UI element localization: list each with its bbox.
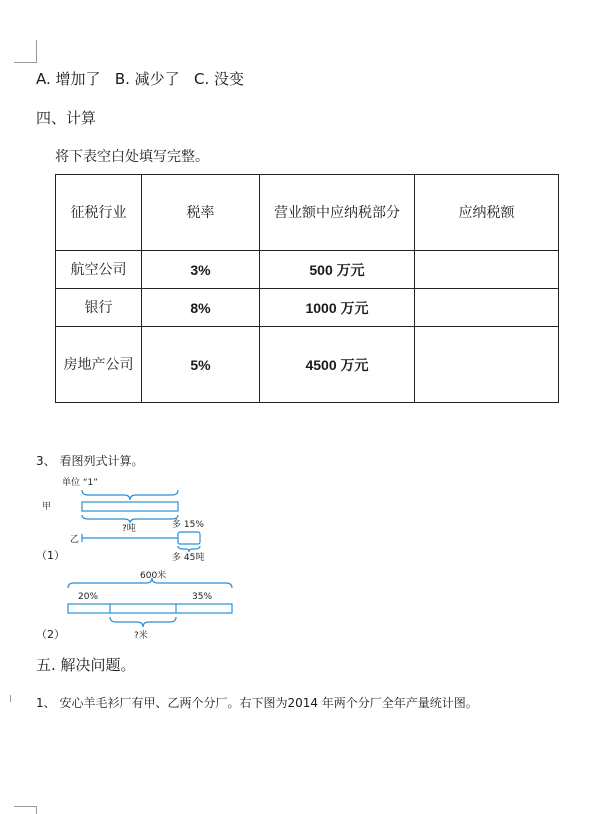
- table-instruction: 将下表空白处填写完整。: [55, 149, 209, 165]
- revenue-cell: 500 万元: [260, 251, 415, 289]
- header-cell: 税率: [142, 175, 260, 251]
- rate-cell: 8%: [142, 289, 260, 327]
- bar-jia: [82, 502, 178, 511]
- figure-1-number: （1）: [36, 549, 65, 562]
- tax-amount-cell[interactable]: [415, 289, 559, 327]
- table-row: [56, 327, 559, 403]
- section-4-title: 四、计算: [36, 109, 97, 127]
- header-cell: 征税行业: [56, 175, 142, 251]
- right-percent-label: 35%: [192, 592, 213, 602]
- bar-yi-extra: [178, 532, 200, 544]
- unit-one-label: 单位 “1”: [62, 478, 98, 488]
- segment-diagram-1: [36, 476, 236, 566]
- total-length-label: 600米: [140, 571, 167, 581]
- problem-1-text: 1、 安心羊毛衫厂有甲、乙两个分厂。右下图为2014 年两个分厂全年产量统计图。: [36, 696, 478, 710]
- header-cell: 营业额中应纳税部分: [260, 175, 415, 251]
- section-5-title: 五. 解决问题。: [36, 656, 136, 674]
- table-row: [56, 251, 559, 289]
- unit-brace: [82, 490, 178, 500]
- page-corner-mark-top: [14, 40, 37, 63]
- unknown-ton-label: ?吨: [122, 524, 136, 534]
- table-header-row: [56, 175, 559, 251]
- industry-cell: 房地产公司: [56, 327, 142, 403]
- header-cell: 应纳税额: [415, 175, 559, 251]
- margin-tick: [10, 695, 11, 702]
- revenue-cell: 4500 万元: [260, 327, 415, 403]
- answer-options: A. 增加了 B. 减少了 C. 没变: [36, 70, 244, 88]
- row-jia-label: 甲: [42, 502, 52, 512]
- more-ton-label: 多 45吨: [172, 553, 205, 563]
- left-percent-label: 20%: [78, 592, 99, 602]
- table-row: [56, 289, 559, 327]
- question-3-label: 3、 看图列式计算。: [36, 454, 144, 468]
- segment-diagram-2: [36, 566, 246, 646]
- industry-cell: 银行: [56, 289, 142, 327]
- rate-cell: 5%: [142, 327, 260, 403]
- unknown-brace: [82, 515, 178, 523]
- tax-amount-cell[interactable]: [415, 251, 559, 289]
- row-yi-label: 乙: [70, 535, 80, 545]
- middle-brace: [110, 617, 176, 627]
- tax-amount-cell[interactable]: [415, 327, 559, 403]
- industry-cell: 航空公司: [56, 251, 142, 289]
- extra-brace: [178, 546, 200, 552]
- more-percent-label: 多 15%: [172, 520, 204, 530]
- rate-cell: 3%: [142, 251, 260, 289]
- tax-table: [55, 174, 559, 403]
- unknown-meter-label: ?米: [134, 631, 148, 641]
- figure-2-number: （2）: [36, 628, 65, 641]
- revenue-cell: 1000 万元: [260, 289, 415, 327]
- total-bar: [68, 604, 232, 613]
